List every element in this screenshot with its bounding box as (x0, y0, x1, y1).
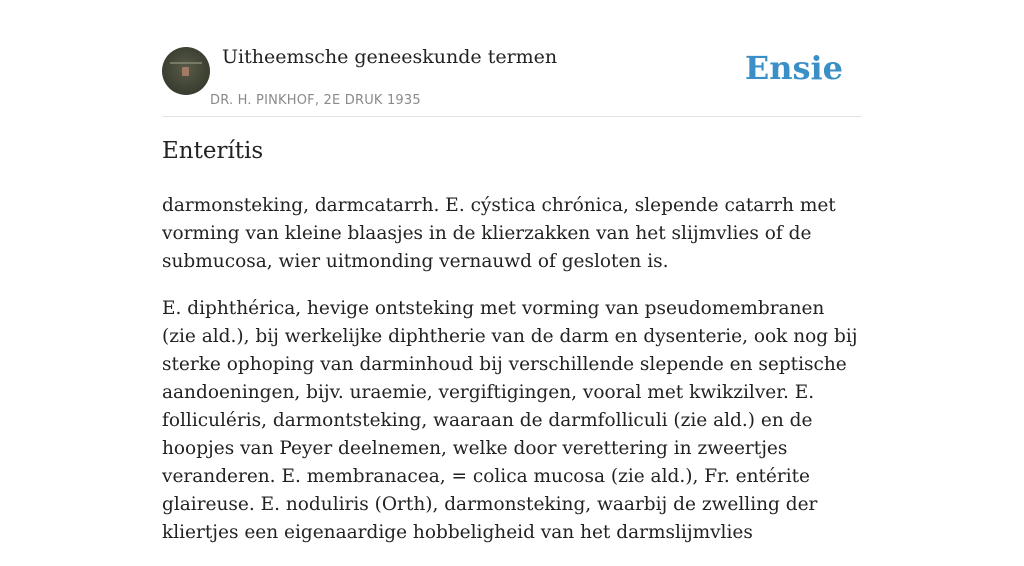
entry-title: Enterítis (162, 138, 264, 164)
cover-emblem (182, 67, 189, 76)
book-author: DR. H. PINKHOF, 2E DRUK 1935 (210, 93, 421, 108)
book-cover-image[interactable] (162, 47, 210, 95)
cover-stripe (170, 62, 202, 64)
book-title-link[interactable]: Uitheemsche geneeskunde termen (222, 46, 558, 68)
entry-paragraph: darmonsteking, darmcatarrh. E. cýstica chrónica, slepende catarrh met vorming van kleine blaasjes in de klierzakken van het slijmvlies of de submucosa, wier uitmonding vernauwd of gesloten is. (162, 195, 836, 272)
entry-body (162, 192, 862, 566)
header (162, 40, 862, 117)
ensie-logo[interactable]: Ensie (744, 49, 843, 87)
entry-paragraph: E. diphthérica, hevige ontsteking met vorming van pseudomembranen (zie ald.), bij werkelijke diphtherie van de darm en dysenterie, ook nog bij sterke ophoping van darminhoud bij verschillende slepende en septische aandoeningen, bijv. uraemie, vergiftigingen, vooral met kwikzilver. E. folliculéris, darmontsteking, waaraan de darmfolliculi (zie ald.) en de hoopjes van Peyer deelnemen, welke door verettering in zweertjes veranderen. E. membranacea, = colica mucosa (zie ald.), Fr. entérite glaireuse. E. noduliris (Orth), darmonsteking, waarbij de zwelling der kliertjes een eigenaardige hobbeligheid van het darmslijmvlies (162, 298, 858, 543)
